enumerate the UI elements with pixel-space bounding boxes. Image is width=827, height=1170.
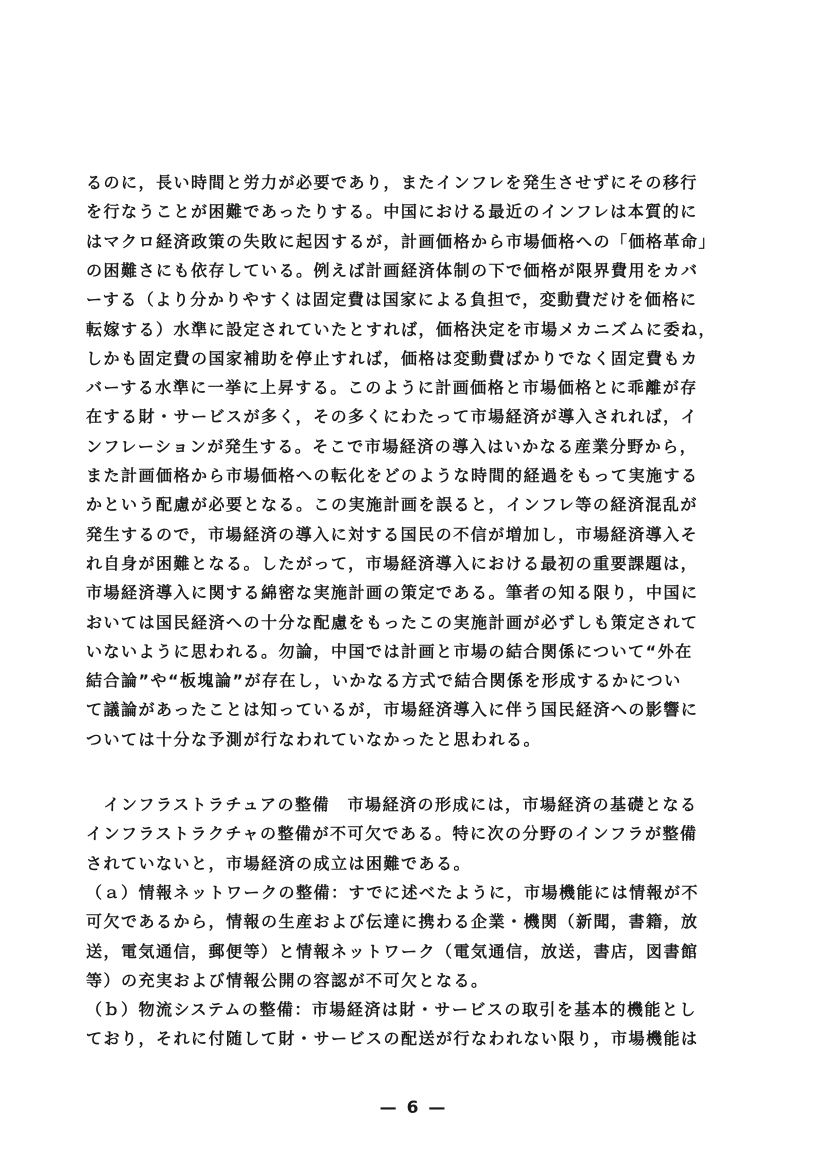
text-line: かという配慮が必要となる。この実施計画を誤ると，インフレ等の経済混乱が — [86, 495, 698, 515]
text-line: 市場経済導入に関する綿密な実施計画の策定である。筆者の知る限り，中国に — [86, 583, 699, 603]
text-line: て議論があったことは知っているが，市場経済導入に伴う国民経済への影響に — [86, 700, 699, 720]
text-line: されていないと，市場経済の成立は困難である。 — [86, 853, 472, 873]
text-line: はマクロ経済政策の失敗に起因するが，計画価格から市場価格への「価格革命」 — [86, 231, 717, 251]
text-line: インフラストラチュアの整備 市場経済の形成には，市場経済の基礎となる — [86, 795, 698, 814]
text-line: 結合論”や“板塊論”が存在し，いかなる方式で結合関係を形成するかについ — [86, 671, 682, 691]
text-line: いないように思われる。勿論，中国では計画と市場の結合関係について“外在 — [86, 641, 693, 661]
text-line: 等）の充実および情報公開の容認が不可欠となる。 — [86, 970, 489, 990]
text-line: 在する財・サービスが多く，その多くにわたって市場経済が導入されれば，イ — [86, 407, 699, 427]
text-line: るのに，長い時間と労力が必要であり，またインフレを発生させずにその移行 — [86, 173, 698, 192]
text-line: 発生するので，市場経済の導入に対する国民の不信が増加し，市場経済導入そ — [86, 524, 699, 544]
text-line: また計画価格から市場価格への転化をどのような時間的経過をもって実施する — [86, 466, 699, 485]
text-line: 可欠であるから，情報の生産および伝達に携わる企業・機関（新聞，書籍，放 — [86, 912, 699, 932]
text-line: を行なうことが困難であったりする。中国における最近のインフレは本質的に — [86, 202, 698, 222]
text-line: ており，それに付随して財・サービスの配送が行なわれない限り，市場機能は — [86, 1029, 699, 1049]
text-line: バーする水準に一挙に上昇する。このように計画価格と市場価格とに乖離が存 — [86, 378, 698, 398]
text-line: れ自身が困難となる。したがって，市場経済導入における最初の重要課題は， — [86, 553, 699, 573]
text-line: の困難さにも依存している。例えば計画経済体制の下で価格が限界費用をカバ — [86, 260, 699, 280]
text-line: ンフレーションが発生する。そこで市場経済の導入はいかなる産業分野から， — [86, 436, 698, 456]
text-line: おいては国民経済への十分な配慮をもったこの実施計画が必ずしも策定されて — [86, 612, 699, 632]
text-line: 送，電気通信，郵便等）と情報ネットワーク（電気通信，放送，書店，図書館 — [86, 941, 699, 961]
text-line: （ａ）情報ネットワークの整備：すでに述べたように，市場機能には情報が不 — [86, 882, 699, 902]
text-line: インフラストラクチャの整備が不可欠である。特に次の分野のインフラが整備 — [86, 824, 698, 844]
text-line: ついては十分な予測が行なわれていなかったと思われる。 — [86, 729, 542, 749]
text-line: 転嫁する）水準に設定されていたとすれば，価格決定を市場メカニズムに委ね， — [86, 319, 717, 339]
text-line: （ｂ）物流システムの整備：市場経済は財・サービスの取引を基本的機能とし — [86, 1000, 697, 1020]
page-number: — 6 — — [379, 1098, 448, 1118]
text-line: しかも固定費の国家補助を停止すれば，価格は変動費ばかりでなく固定費もカ — [86, 348, 699, 368]
text-line: ーする（より分かりやすくは固定費は国家による負担で，変動費だけを価格に — [86, 290, 698, 310]
